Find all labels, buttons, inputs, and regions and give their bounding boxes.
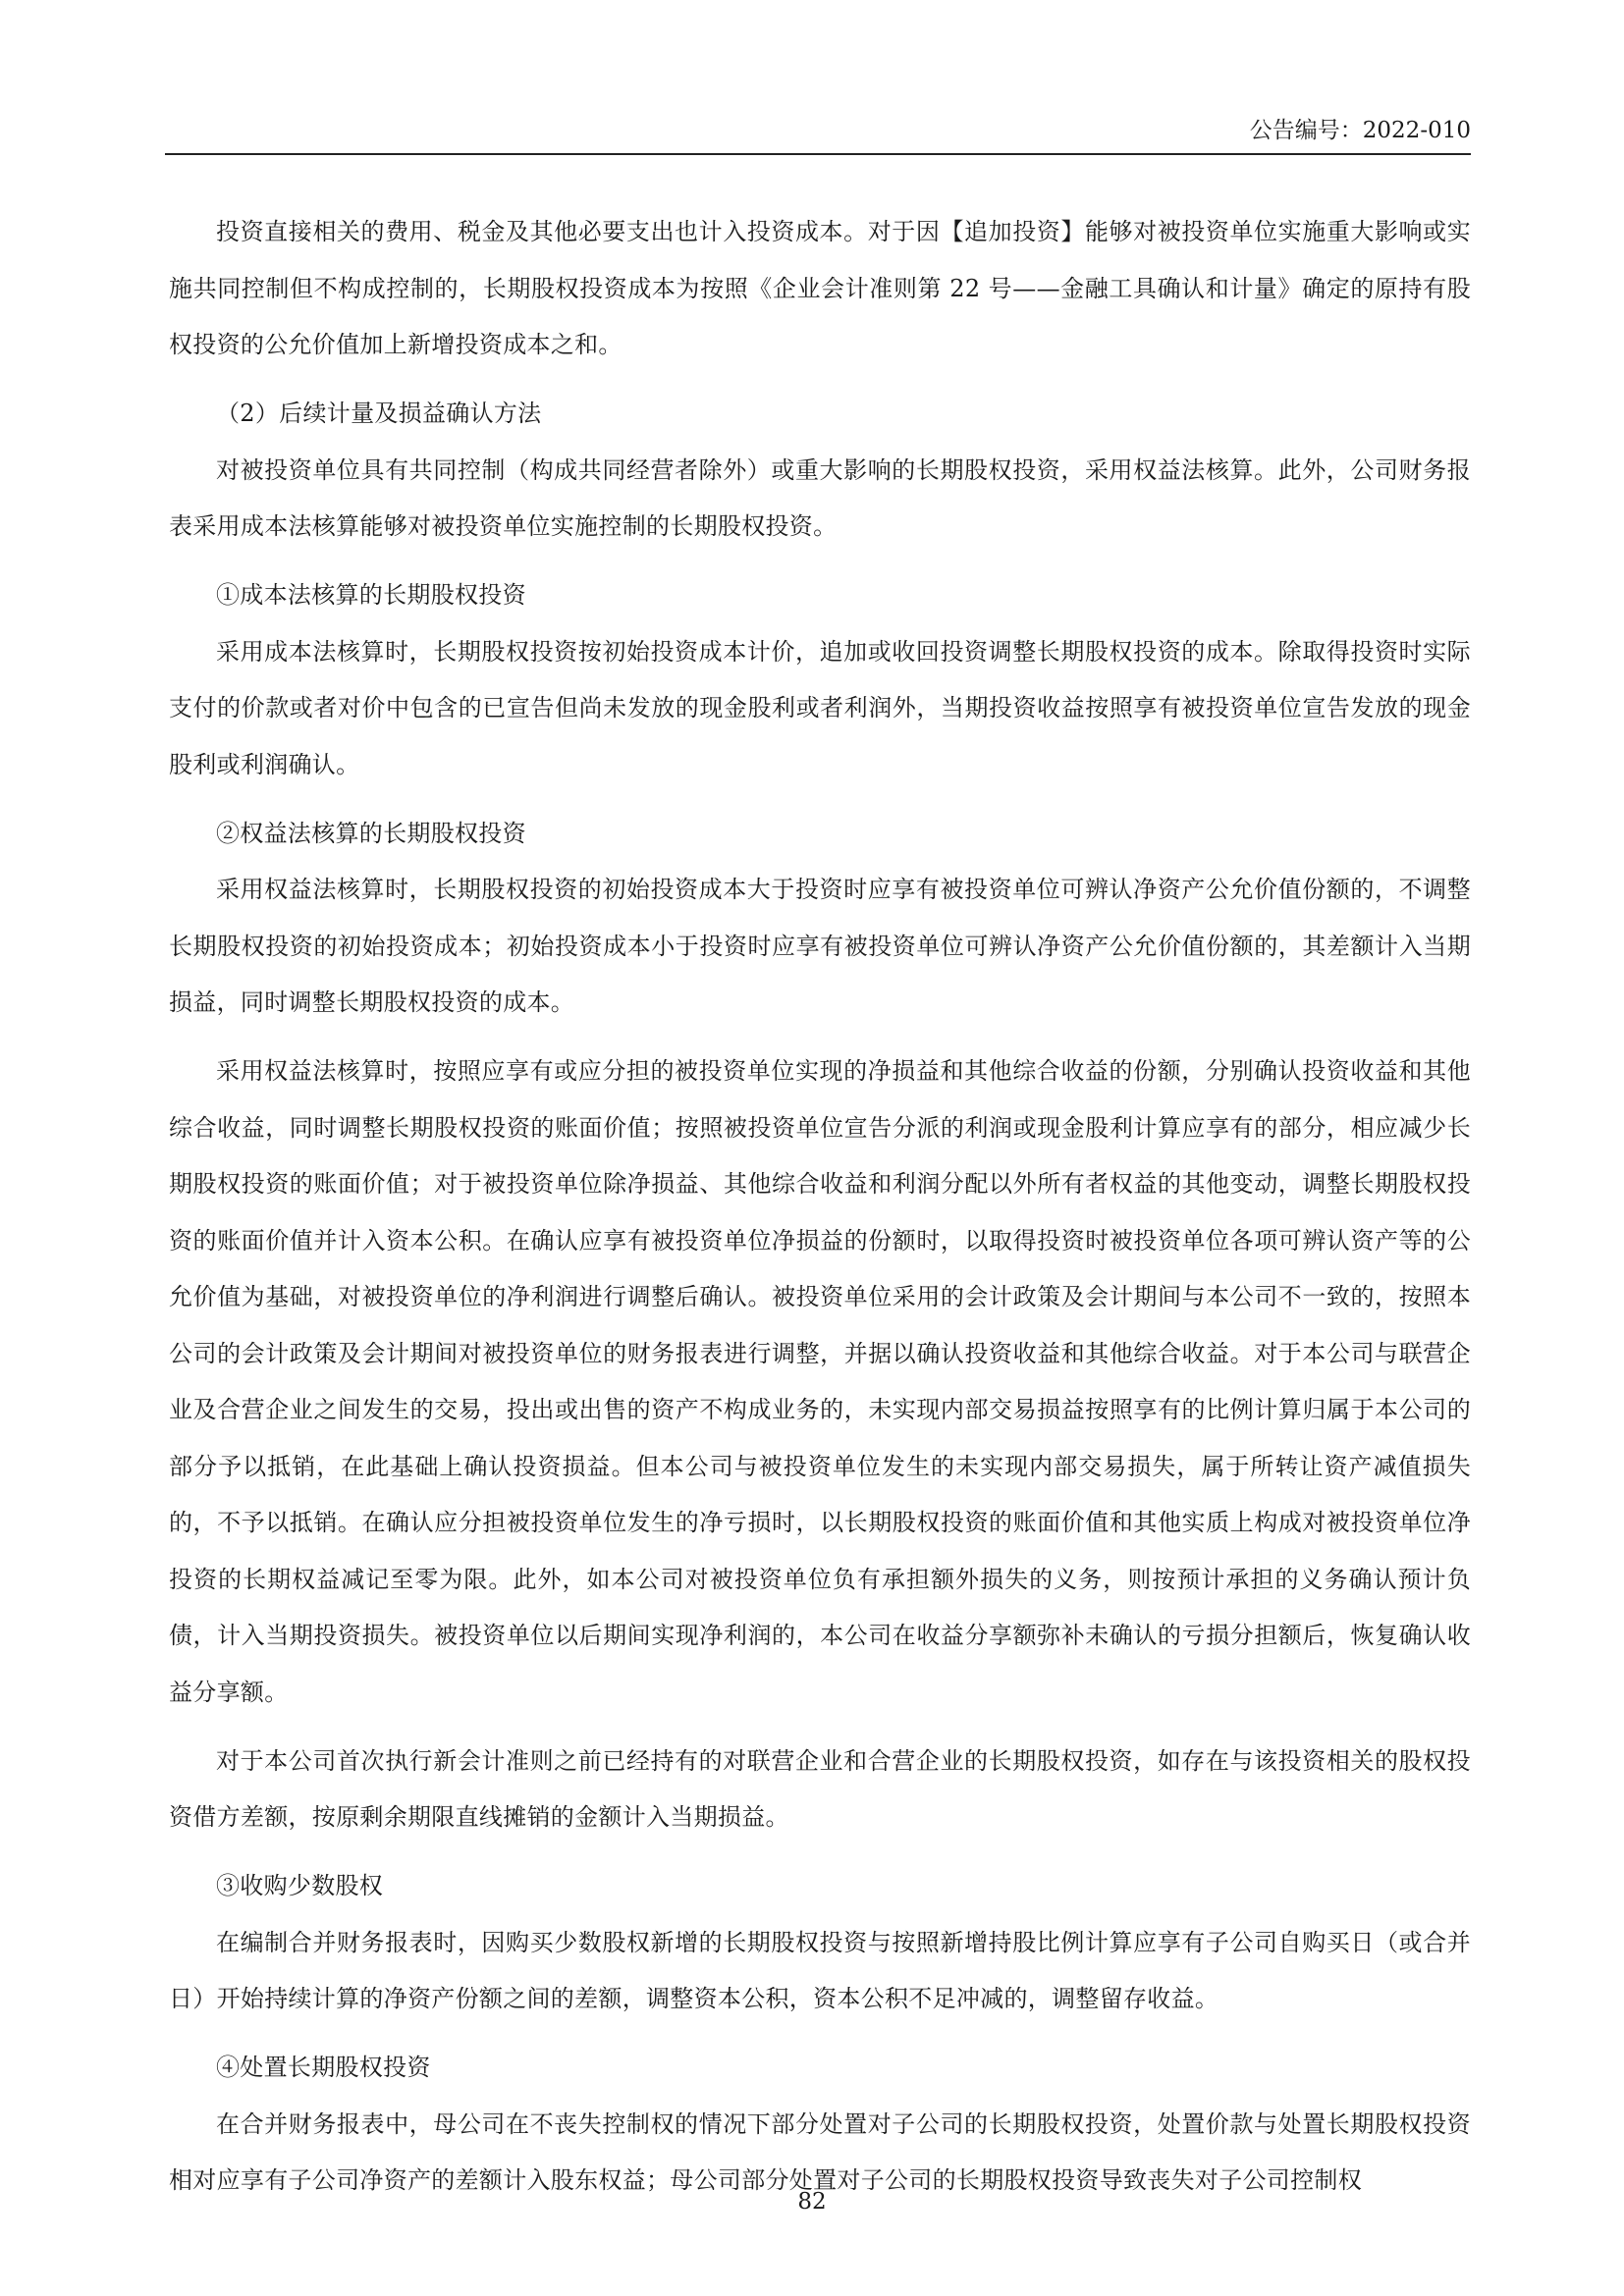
paragraph-equity-method-initial-cost: 采用权益法核算时，长期股权投资的初始投资成本大于投资时应享有被投资单位可辨认净资产公允价值份额的，不调整长期股权投资的初始投资成本；初始投资成本小于投资时应享有被投资单位可辨认净资产公允价值份额的，其差额计入当期损益，同时调整长期股权投资的成本。 [169, 876, 1471, 1016]
paragraph-equity-method-intro: 对被投资单位具有共同控制（构成共同经营者除外）或重大影响的长期股权投资，采用权益法核算。此外，公司财务报表采用成本法核算能够对被投资单位实施控制的长期股权投资。 [169, 455, 1471, 540]
paragraph-investment-cost: 投资直接相关的费用、税金及其他必要支出也计入投资成本。对于因【追加投资】能够对被投资单位实施重大影响或实施共同控制但不构成控制的，长期股权投资成本为按照《企业会计准则第 22 号——金融工具确认和计量》确定的原持有股权投资的公允价值加上新增投资成本之和。 [169, 218, 1471, 358]
paragraph-cost-method: 采用成本法核算时，长期股权投资按初始投资成本计价，追加或收回投资调整长期股权投资的成本。除取得投资时实际支付的价款或者对价中包含的已宣告但尚未发放的现金股利或者利润外，当期投资收益按照享有被投资单位宣告发放的现金股利或利润确认。 [169, 637, 1471, 778]
paragraph-first-adoption: 对于本公司首次执行新会计准则之前已经持有的对联营企业和合营企业的长期股权投资，如存在与该投资相关的股权投资借方差额，按原剩余期限直线摊销的金额计入当期损益。 [169, 1746, 1471, 1831]
document-body [169, 204, 1471, 2221]
subheading-cost-method: ①成本法核算的长期股权投资 [216, 581, 526, 609]
page-header [165, 116, 1471, 155]
announcement-number: 公告编号：2022-010 [1249, 118, 1471, 143]
subheading-minority-acquisition: ③收购少数股权 [216, 1872, 384, 1899]
paragraph-minority-acquisition: 在编制合并财务报表时，因购买少数股权新增的长期股权投资与按照新增持股比例计算应享有子公司自购买日（或合并日）开始持续计算的净资产份额之间的差额，调整资本公积，资本公积不足冲减的，调整留存收益。 [169, 1928, 1471, 2012]
section-heading-subsequent-measurement: （2）后续计量及损益确认方法 [216, 400, 542, 427]
subheading-equity-method: ②权益法核算的长期股权投资 [216, 819, 526, 847]
paragraph-disposal: 在合并财务报表中，母公司在不丧失控制权的情况下部分处置对子公司的长期股权投资，处置价款与处置长期股权投资相对应享有子公司净资产的差额计入股东权益；母公司部分处置对子公司的长期股权投资导致丧失对子公司控制权 [169, 2109, 1471, 2194]
paragraph-equity-method-recognition: 采用权益法核算时，按照应享有或应分担的被投资单位实现的净损益和其他综合收益的份额，分别确认投资收益和其他综合收益，同时调整长期股权投资的账面价值；按照被投资单位宣告分派的利润或现金股利计算应享有的部分，相应减少长期股权投资的账面价值；对于被投资单位除净损益、其他综合收益和利润分配以外所有者权益的其他变动，调整长期股权投资的账面价值并计入资本公积。在确认应享有被投资单位净损益的份额时，以取得投资时被投资单位各项可辨认资产等的公允价值为基础，对被投资单位的净利润进行调整后确认。被投资单位采用的会计政策及会计期间与本公司不一致的，按照本公司的会计政策及会计期间对被投资单位的财务报表进行调整，并据以确认投资收益和其他综合收益。对于本公司与联营企业及合营企业之间发生的交易，投出或出售的资产不构成业务的，未实现内部交易损益按照享有的比例计算归属于本公司的部分予以抵销，在此基础上确认投资损益。但本公司与被投资单位发生的未实现内部交易损失，属于所转让资产减值损失的，不予以抵销。在确认应分担被投资单位发生的净亏损时，以长期股权投资的账面价值和其他实质上构成对被投资单位净投资的长期权益减记至零为限。此外，如本公司对被投资单位负有承担额外损失的义务，则按预计承担的义务确认预计负债，计入当期投资损失。被投资单位以后期间实现净利润的，本公司在收益分享额弥补未确认的亏损分担额后，恢复确认收益分享额。 [169, 1057, 1471, 1706]
subheading-disposal: ④处置长期股权投资 [216, 2054, 431, 2081]
page-number: 82 [797, 2189, 827, 2215]
